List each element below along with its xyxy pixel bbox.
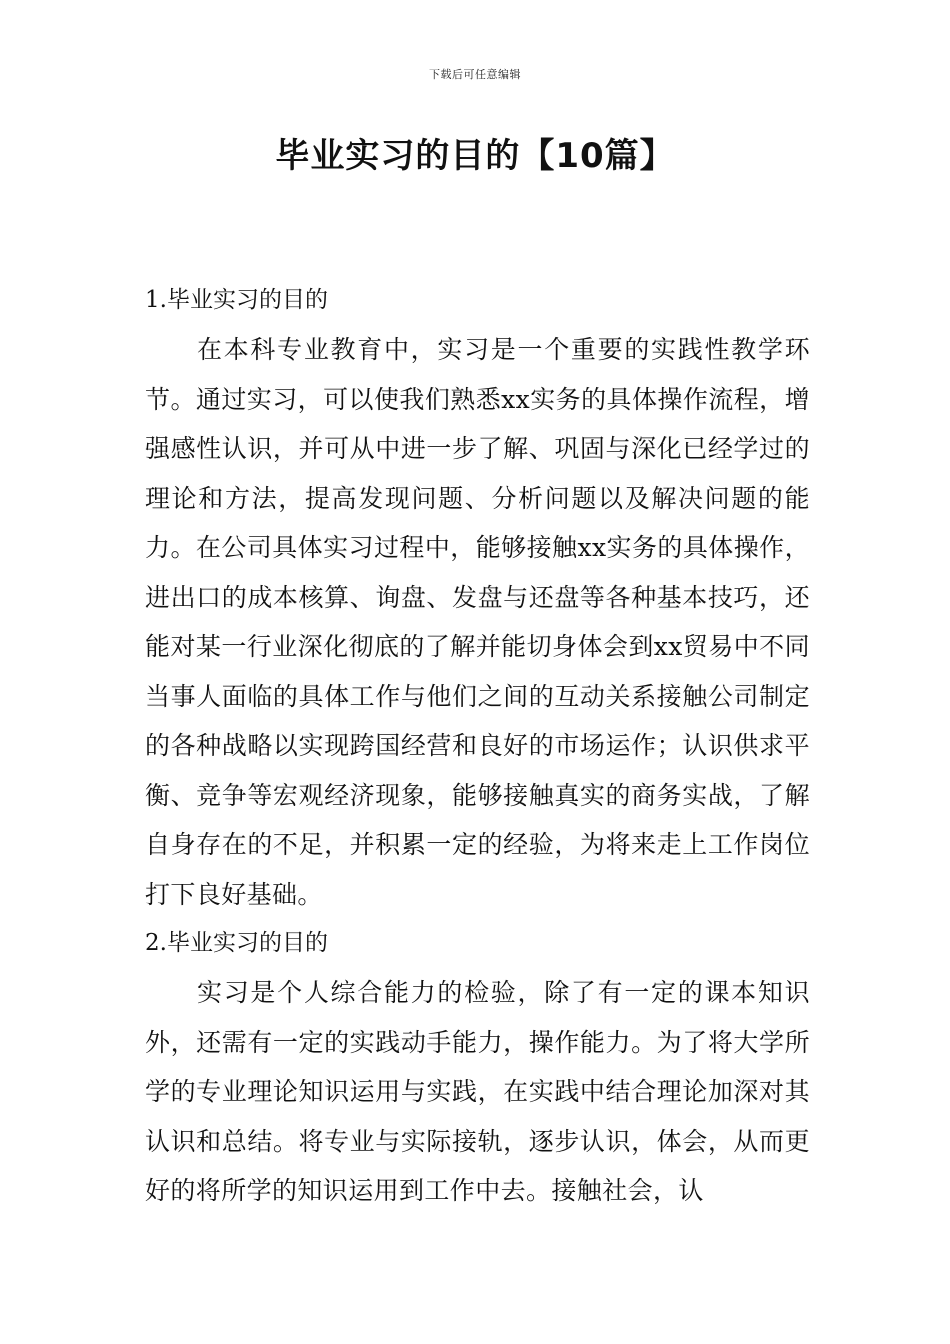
- section-heading: 1.毕业实习的目的: [145, 287, 328, 313]
- section-2: [145, 919, 810, 1216]
- document-body: [145, 276, 810, 1216]
- section-heading: 2.毕业实习的目的: [145, 930, 328, 956]
- section-paragraph: 在本科专业教育中，实习是一个重要的实践性教学环节。通过实习，可以使我们熟悉xx实务的具体操作流程，增强感性认识，并可从中进一步了解、巩固与深化已经学过的理论和方法，提高发现问题、分析问题以及解决问题的能力。在公司具体实习过程中，能够接触xx实务的具体操作，进出口的成本核算、询盘、发盘与还盘等各种基本技巧，还能对某一行业深化彻底的了解并能切身体会到xx贸易中不同当事人面临的具体工作与他们之间的互动关系接触公司制定的各种战略以实现跨国经营和良好的市场运作；认识供求平衡、竞争等宏观经济现象，能够接触真实的商务实战，了解自身存在的不足，并积累一定的经验，为将来走上工作岗位打下良好基础。: [145, 335, 810, 909]
- section-1: [145, 276, 810, 919]
- section-paragraph: 实习是个人综合能力的检验，除了有一定的课本知识外，还需有一定的实践动手能力，操作能力。为了将大学所学的专业理论知识运用与实践，在实践中结合理论加深对其认识和总结。将专业与实际接轨，逐步认识，体会，从而更好的将所学的知识运用到工作中去。接触社会，认: [145, 978, 810, 1205]
- download-note: 下载后可任意编辑: [429, 68, 521, 81]
- document-title: 毕业实习的目的【10篇】: [275, 136, 675, 176]
